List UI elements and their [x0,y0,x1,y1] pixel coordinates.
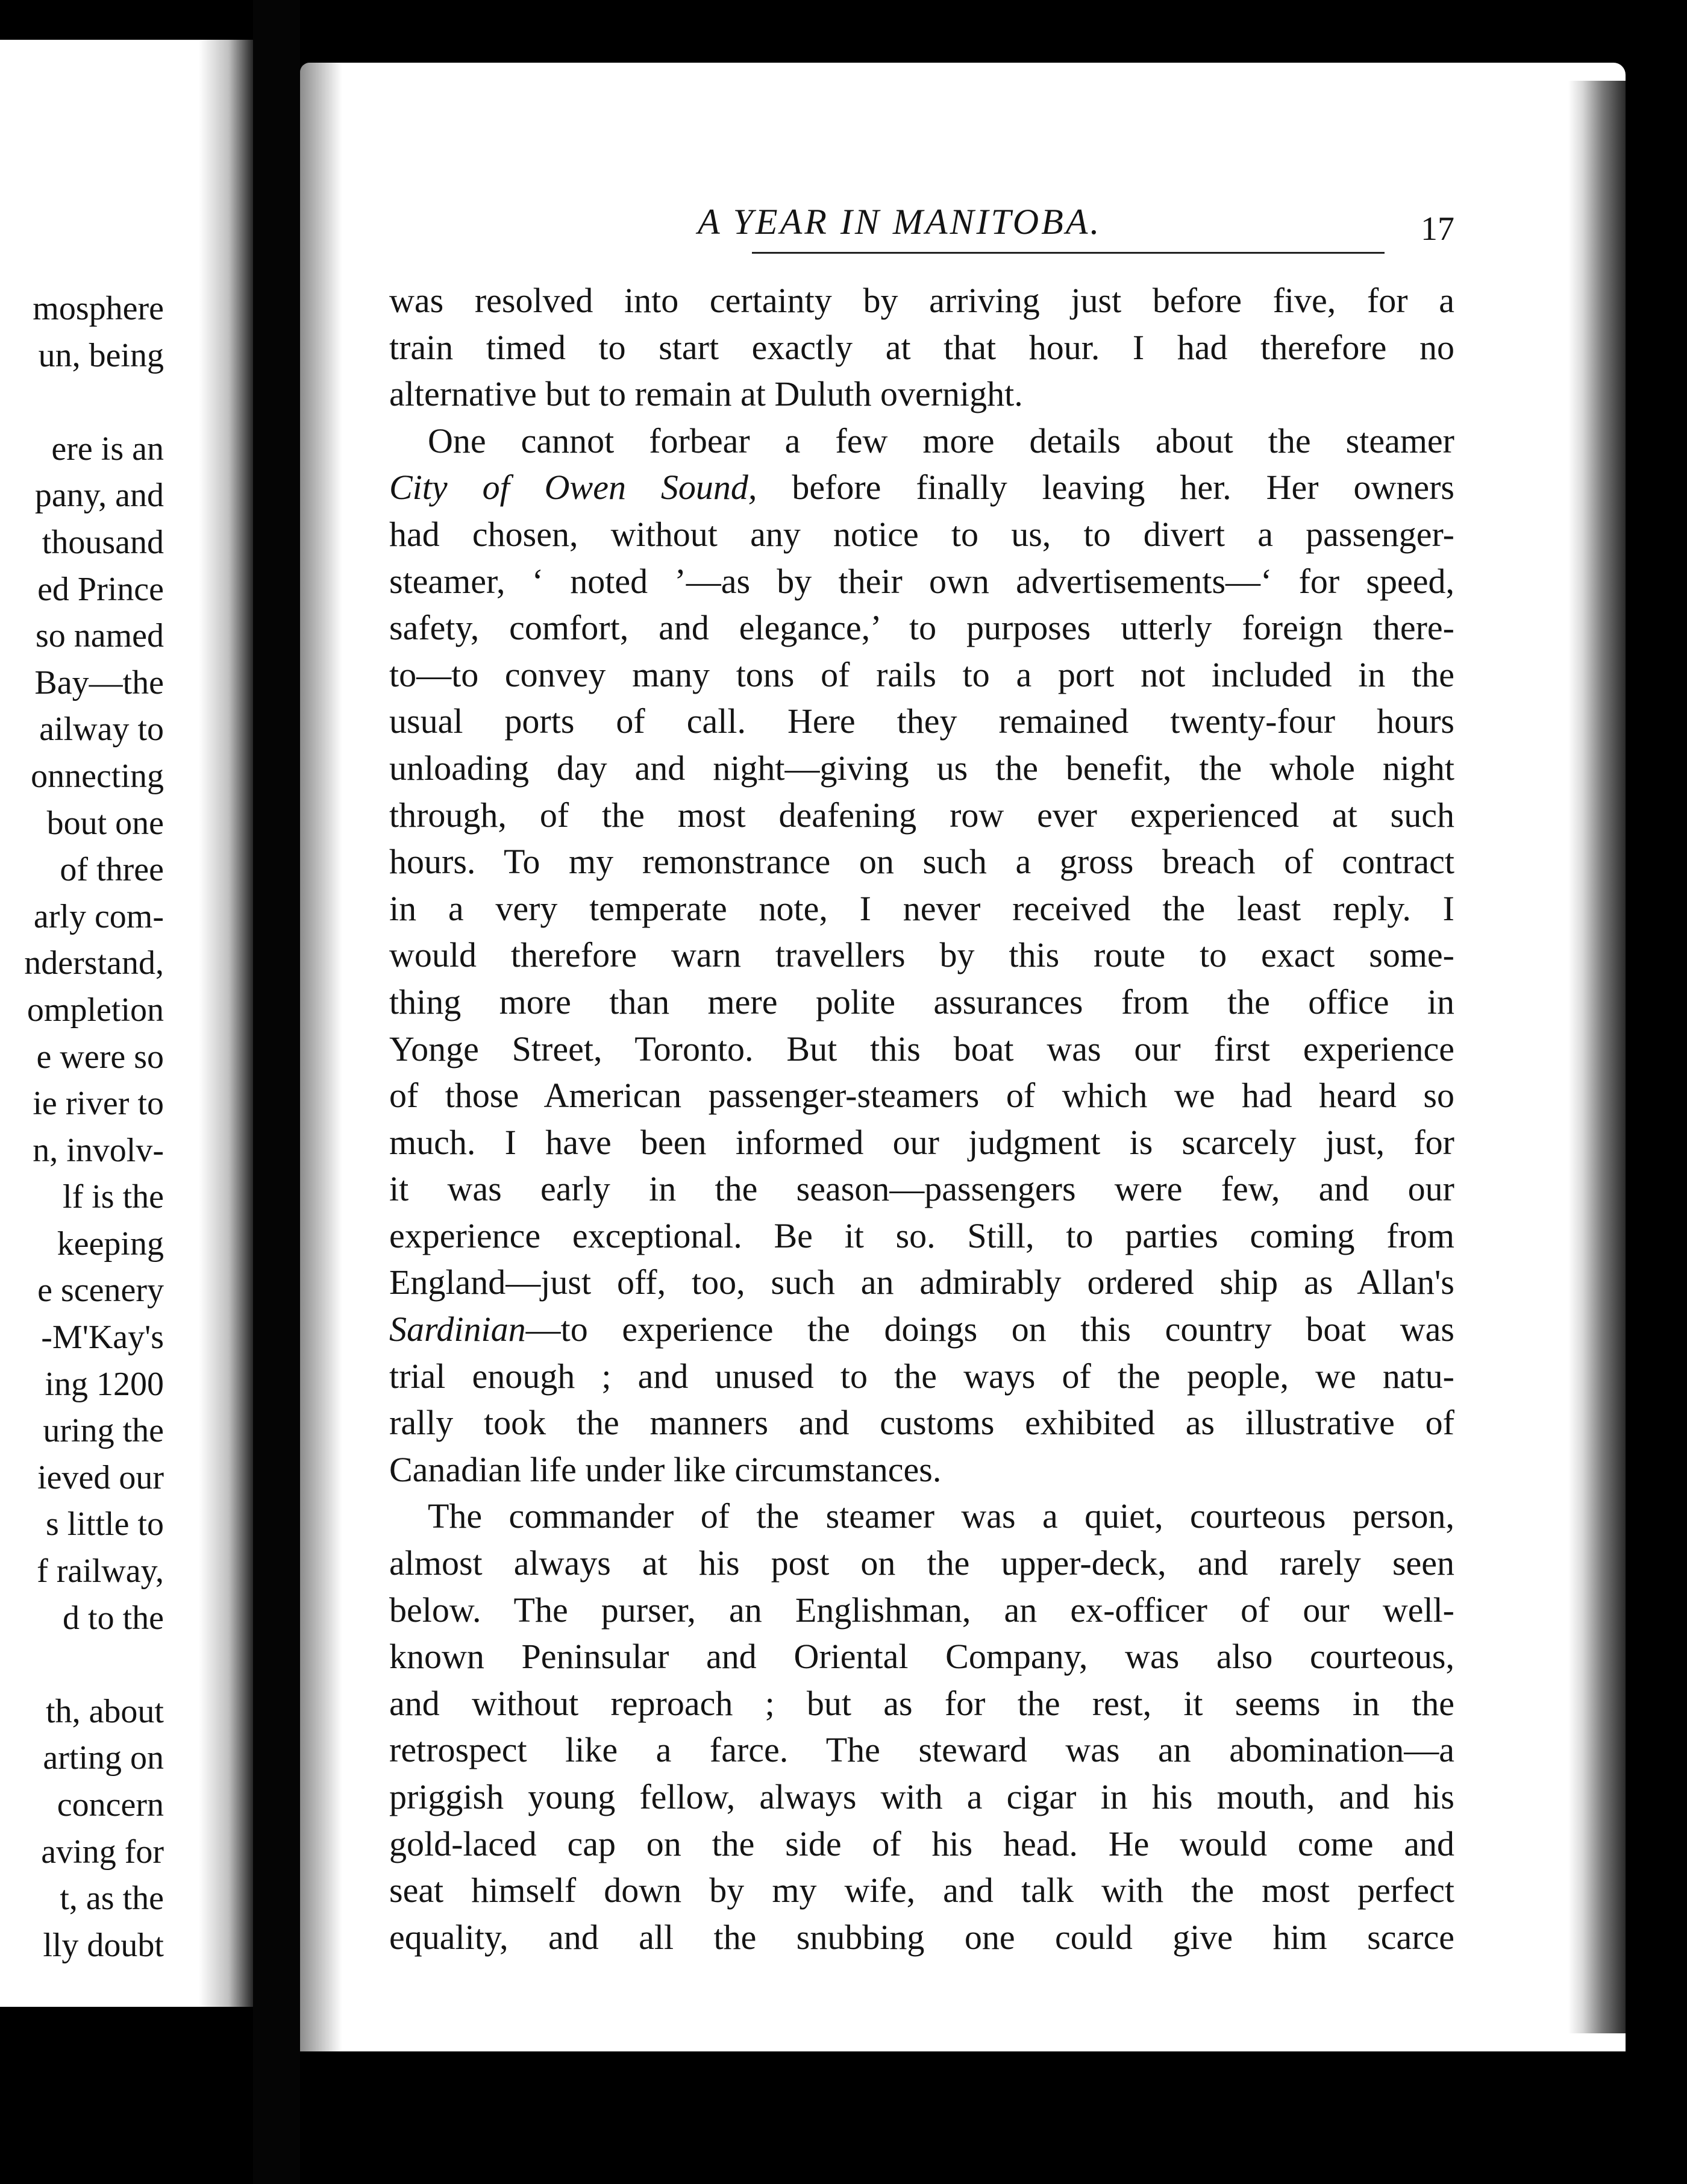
left-fragment: ing 1200 [45,1365,164,1403]
italic-ship-name: City of Owen Sound, [389,468,757,507]
left-fragment: onnecting [31,757,164,795]
left-fragment: t, as the [60,1880,164,1918]
text-line: hours. To my remonstrance on such a gross breach of contract [389,842,1454,882]
header-rule [752,252,1385,254]
text-line-rest: before finally leaving her. Her owners [792,468,1455,507]
page-gap [253,0,300,2184]
left-fragment: lly doubt [43,1926,164,1964]
text-line: almost always at his post on the upper-deck, and rarely seen [389,1543,1454,1583]
left-fragment: ie river to [33,1085,164,1123]
left-fragment: concern [57,1786,164,1824]
left-fragment: lf is the [63,1178,164,1216]
left-gutter-shadow [199,40,253,2007]
left-page-text-fragments [0,286,164,1969]
left-fragment: ed Prince [37,570,164,608]
left-fragment: ieved our [37,1458,164,1496]
left-fragment [0,379,164,426]
text-line: would therefore warn travellers by this route to exact some- [389,935,1454,975]
text-line: gold-laced cap on the side of his head. He would come and [389,1824,1454,1863]
text-line: had chosen, without any notice to us, to divert a passenger- [389,514,1454,554]
right-gutter-shadow [300,63,342,2051]
text-line-with-italic [389,1306,1454,1353]
left-fragment: nderstand, [24,944,164,982]
left-fragment: thousand [42,523,164,561]
right-page [300,63,1626,2051]
text-line: Canadian life under like circumstances. [389,1449,942,1489]
text-line: seat himself down by my wife, and talk with the most perfect [389,1871,1454,1910]
text-line: and without reproach ; but as for the rest, it seems in the [389,1683,1454,1723]
left-fragment: n, involv- [33,1131,164,1169]
left-fragment: ompletion [27,991,164,1029]
text-line: safety, comfort, and elegance,’ to purposes utterly foreign there- [389,608,1454,648]
left-fragment: of three [60,851,164,889]
text-line: unloading day and night—giving us the benefit, the whole night [389,748,1454,788]
left-fragment: keeping [57,1225,164,1263]
body-text [389,277,1454,1960]
text-line: was resolved into certainty by arriving just before five, for a [389,281,1454,320]
left-fragment: d to the [63,1599,164,1637]
left-fragment: arly com- [33,897,164,935]
text-line: trial enough ; and unused to the ways of the people, we natu- [389,1356,1454,1396]
text-line: below. The purser, an Englishman, an ex-officer of our well- [389,1590,1454,1630]
left-fragment: th, about [46,1692,164,1730]
text-line: priggish young fellow, always with a cigar in his mouth, and his [389,1777,1454,1816]
running-title: A YEAR IN MANITOBA. [698,202,1102,242]
text-line: experience exceptional. Be it so. Still, to parties coming from [389,1216,1454,1255]
scan-bottom-margin [300,2051,1626,2184]
left-fragment: s little to [46,1505,164,1543]
left-fragment: Bay—the [34,664,164,701]
left-fragment: ere is an [51,430,164,468]
page-edge-stack [1568,81,1626,2033]
text-line: known Peninsular and Oriental Company, was also courteous, [389,1637,1454,1677]
text-line: in a very temperate note, I never received the least reply. I [389,888,1454,928]
left-fragment: aving for [41,1833,164,1871]
text-line: retrospect like a farce. The steward was an abomination—a [389,1730,1454,1770]
text-line: equality, and all the snubbing one could give him scarce [389,1917,1454,1957]
left-fragment: so named [35,617,164,655]
text-line: alternative but to remain at Duluth overnight. [389,374,1023,414]
text-line: to—to convey many tons of rails to a port not included in the [389,654,1454,694]
text-line: One cannot forbear a few more details about the steamer [428,421,1454,460]
left-fragment: bout one [46,804,164,842]
left-fragment: un, being [38,336,164,374]
left-fragment: e were so [36,1038,164,1076]
left-fragment: pany, and [34,477,164,515]
italic-ship-name: Sardinian [389,1310,526,1349]
text-line: through, of the most deafening row ever experienced at such [389,795,1454,835]
left-fragment: ailway to [39,711,164,748]
left-fragment [0,1642,164,1689]
text-line: steamer, ‘ noted ’—as by their own advertisements—‘ for speed, [389,561,1454,601]
text-line: it was early in the season—passengers were few, and our [389,1169,1454,1209]
left-fragment: mosphere [33,290,164,327]
left-fragment: uring the [43,1412,164,1450]
text-line: England—just off, too, such an admirably ordered ship as Allan's [389,1263,1454,1302]
text-line: The commander of the steamer was a quiet, courteous person, [428,1496,1454,1536]
text-line: of those American passenger-steamers of which we had heard so [389,1076,1454,1116]
text-line-rest: —to experience the doings on this country boat was [525,1310,1454,1349]
left-page [0,40,253,2007]
text-line: thing more than mere polite assurances from the office in [389,982,1454,1021]
page-number: 17 [1421,210,1454,248]
left-fragment: e scenery [37,1272,164,1310]
text-line: rally took the manners and customs exhibited as illustrative of [389,1403,1454,1443]
text-line-with-italic [389,464,1454,511]
left-fragment: f railway, [37,1552,164,1590]
text-line: Yonge Street, Toronto. But this boat was our first experience [389,1029,1454,1068]
text-line: usual ports of call. Here they remained twenty-four hours [389,701,1454,741]
text-line: much. I have been informed our judgment is scarcely just, for [389,1122,1454,1162]
left-fragment: arting on [43,1739,164,1777]
left-fragment: -M'Kay's [41,1319,164,1357]
text-line: train timed to start exactly at that hour. I had therefore no [389,327,1454,367]
